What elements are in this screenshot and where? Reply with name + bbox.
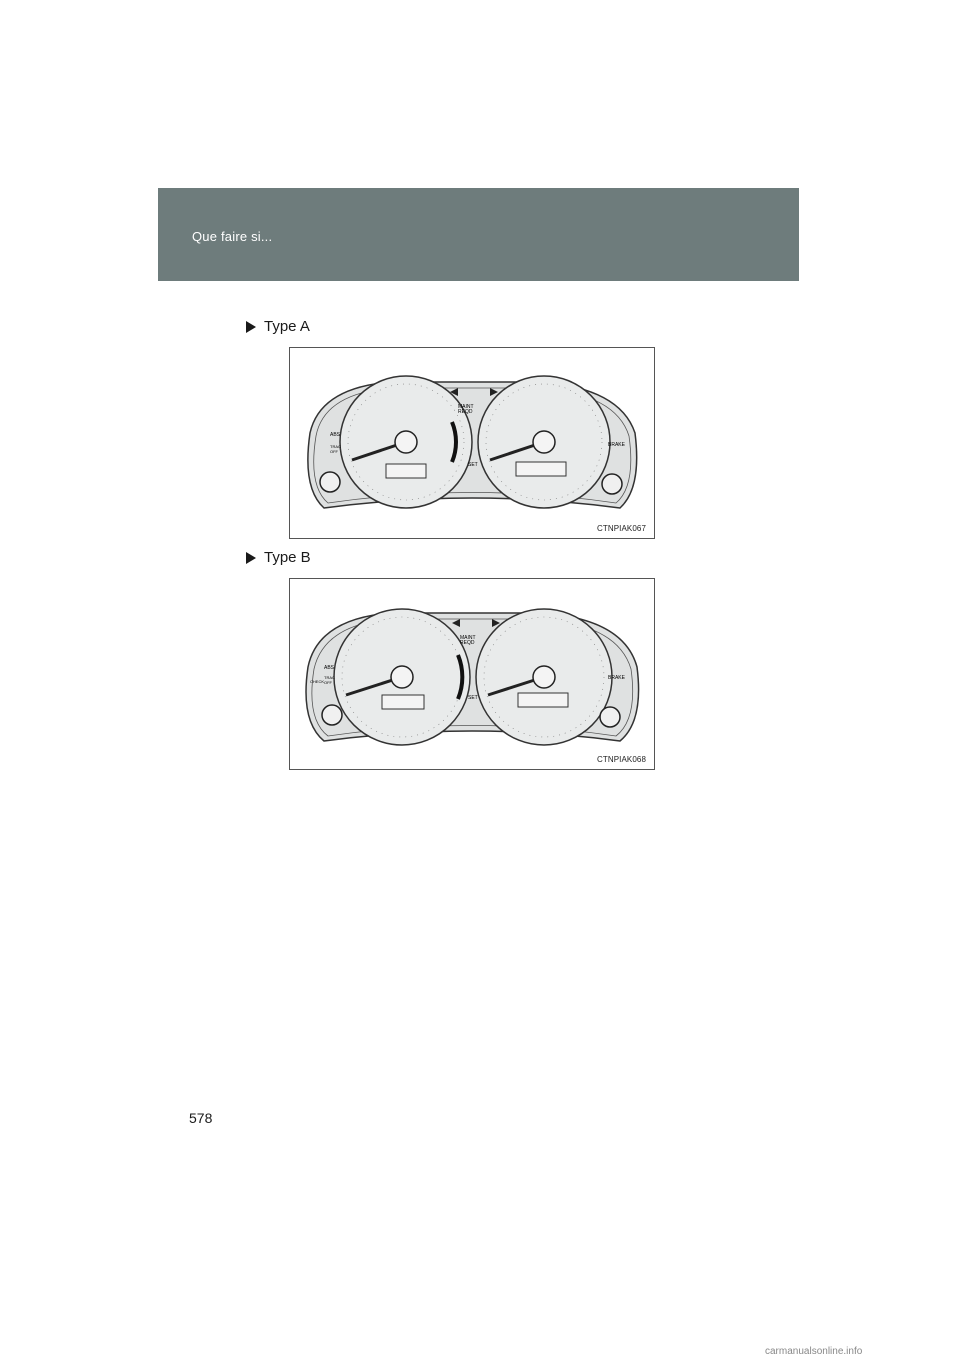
trac-indicator: TRAC — [324, 675, 335, 680]
type-b-label — [246, 549, 311, 566]
trac-indicator: TRAC — [330, 444, 341, 449]
triangle-bullet-icon — [246, 321, 256, 333]
maint-indicator: MAINT — [460, 635, 476, 641]
header-band — [158, 188, 799, 281]
trac-off-indicator: OFF — [324, 680, 332, 685]
page-number: 578 — [189, 1110, 213, 1126]
figure-code-a: CTNPIAK067 — [596, 524, 646, 533]
set-indicator: SET — [468, 695, 478, 701]
abs-indicator: ABS — [330, 432, 341, 438]
figure-type-b — [289, 578, 655, 770]
abs-indicator: ABS — [324, 665, 335, 671]
figure-type-a — [289, 347, 655, 539]
instrument-cluster-b — [290, 579, 654, 769]
reqd-indicator: REQD — [460, 640, 475, 646]
page-header-title: Que faire si... — [192, 229, 273, 244]
maint-indicator: MAINT — [458, 404, 474, 410]
triangle-bullet-icon — [246, 552, 256, 564]
type-a-label — [246, 318, 310, 335]
brake-indicator: BRAKE — [608, 675, 625, 681]
type-a-text: Type A — [264, 318, 310, 335]
set-indicator: SET — [468, 462, 478, 468]
check-indicator: CHECK — [310, 679, 325, 684]
type-b-text: Type B — [264, 549, 311, 566]
watermark: carmanualsonline.info — [765, 1346, 863, 1357]
reqd-indicator: REQD — [458, 409, 473, 415]
instrument-cluster-a — [290, 348, 654, 538]
brake-indicator: BRAKE — [608, 442, 625, 448]
figure-code-b: CTNPIAK068 — [596, 755, 646, 764]
trac-off-indicator: OFF — [330, 449, 338, 454]
